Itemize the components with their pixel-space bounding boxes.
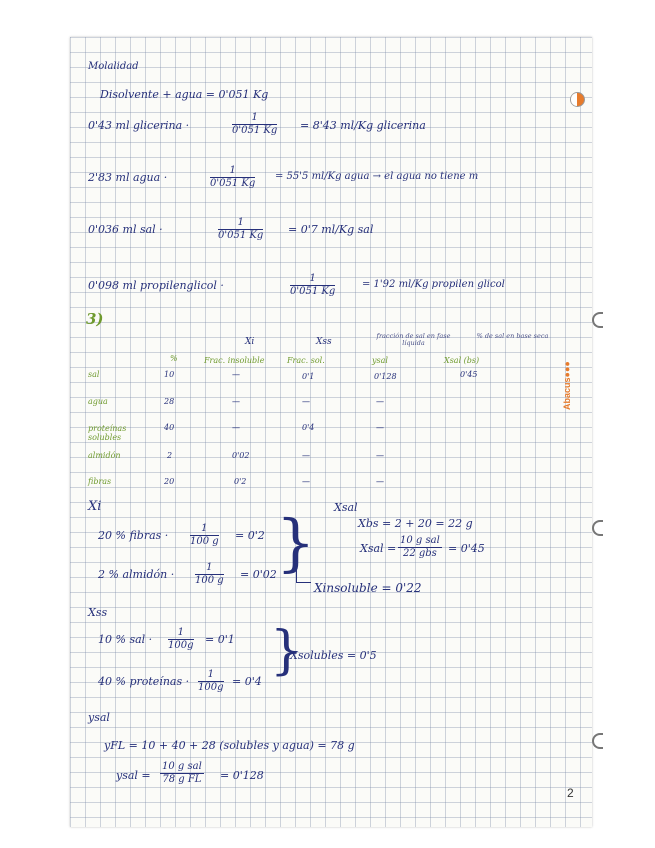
fraction: $\frac{1}{0'051 Kg}$	[210, 165, 256, 189]
table-cell: 0'2	[234, 477, 247, 486]
xsal-line: Xsal =	[360, 542, 397, 555]
column-note: % de sal en base seca	[476, 332, 549, 340]
xsal-line: Xbs = 2 + 20 = 22 g	[358, 517, 473, 530]
fraction: $\frac{1}{100g}$	[198, 669, 224, 693]
table-row-name: proteínas solubles	[88, 424, 127, 442]
xi-line: 20 % fibras ·	[98, 529, 169, 542]
table-row-name: fibras	[88, 477, 112, 486]
molality-lead: 0'036 ml sal ·	[88, 223, 163, 236]
binder-ring-icon	[592, 520, 603, 536]
brace-icon: }	[276, 506, 316, 579]
table-header: ysal	[372, 356, 388, 365]
table-cell: 0'128	[374, 372, 397, 381]
table-row-name: almidón	[88, 451, 121, 460]
fraction: $\frac{1}{100g}$	[168, 627, 194, 651]
fraction: 10 g sal 22 gbs	[400, 535, 440, 559]
table-cell: 2	[167, 451, 173, 460]
molality-result: = 1'92 ml/Kg propilen glicol	[362, 279, 505, 290]
xi-title: Xi	[88, 499, 102, 514]
arrow-icon	[296, 560, 311, 583]
xi-total: Xinsoluble = 0'22	[314, 581, 422, 595]
xi-result: = 0'02	[240, 568, 277, 581]
table-cell: 40	[164, 423, 175, 432]
page-title: Molalidad	[88, 61, 139, 72]
column-note: fracción de sal en fase líquida	[376, 332, 451, 347]
table-cell: —	[376, 477, 384, 486]
table-header: Frac. sol.	[287, 356, 325, 365]
fraction: $\frac{1}{0'051 Kg}$	[290, 273, 336, 297]
fraction: $\frac{1}{0'051 Kg}$	[218, 217, 264, 241]
binder-ring-icon	[592, 733, 603, 749]
solvent-line: Disolvente + agua = 0'051 Kg	[100, 88, 269, 101]
table-cell: —	[302, 477, 310, 486]
table-cell: 20	[164, 477, 175, 486]
fraction: $\frac{1}{0'051 Kg}$	[232, 112, 278, 136]
column-symbol: Xss	[316, 337, 332, 347]
table-cell: 0'4	[302, 423, 315, 432]
table-header: Xsal (bs)	[444, 356, 480, 365]
xi-line: 2 % almidón ·	[98, 568, 175, 581]
table-row-name: sal	[88, 370, 100, 379]
fraction: $\frac{1}{100 g}$	[195, 562, 224, 586]
binder-ring-icon	[592, 312, 603, 328]
xi-result: = 0'2	[235, 529, 265, 542]
ysal-title: ysal	[88, 711, 110, 724]
table-cell: —	[232, 423, 240, 432]
xss-title: Xss	[88, 606, 108, 619]
table-cell: 0'45	[460, 370, 478, 379]
xss-line: 10 % sal ·	[98, 633, 153, 646]
table-header: %	[170, 354, 178, 363]
orange-tab-icon	[570, 92, 585, 107]
table-cell: —	[376, 423, 384, 432]
table-cell: —	[232, 370, 240, 379]
page-number: 2	[567, 786, 574, 800]
table-cell: 28	[164, 397, 175, 406]
xss-result: = 0'4	[232, 675, 262, 688]
table-cell: —	[232, 397, 240, 406]
fraction: $\frac{1}{100 g}$	[190, 523, 219, 547]
xss-result: = 0'1	[205, 633, 235, 646]
brand-logo: Abacus●●●	[562, 361, 572, 410]
table-cell: —	[302, 451, 310, 460]
table-cell: —	[302, 397, 310, 406]
xss-total: Xsolubles = 0'5	[290, 649, 377, 662]
table-cell: 10	[164, 370, 175, 379]
table-header: Frac. insoluble	[204, 356, 265, 365]
molality-lead: 0'098 ml propilenglicol ·	[88, 279, 224, 292]
column-symbol: Xi	[245, 337, 255, 347]
fraction: 10 g sal 78 g FL	[162, 761, 202, 785]
molality-result: = 55'5 ml/Kg agua → el agua no tiene m	[275, 171, 479, 182]
table-cell: —	[376, 451, 384, 460]
xsal-title: Xsal	[334, 501, 358, 514]
molality-lead: 0'43 ml glicerina ·	[88, 119, 190, 132]
molality-result: = 0'7 ml/Kg sal	[288, 223, 374, 236]
ysal-line: yFL = 10 + 40 + 28 (solubles y agua) = 78 g	[104, 739, 355, 752]
ysal-result: = 0'128	[220, 769, 264, 782]
table-cell: 0'1	[302, 372, 315, 381]
table-cell: 0'02	[232, 451, 250, 460]
table-cell: —	[376, 397, 384, 406]
brace-icon: }	[270, 621, 304, 681]
xss-line: 40 % proteínas ·	[98, 675, 190, 688]
section-label: 3)	[86, 310, 104, 328]
ysal-line: ysal =	[116, 769, 151, 782]
xsal-result: = 0'45	[448, 542, 485, 555]
molality-result: = 8'43 ml/Kg glicerina	[300, 119, 426, 132]
table-row-name: agua	[88, 397, 108, 406]
molality-lead: 2'83 ml agua ·	[88, 171, 168, 184]
